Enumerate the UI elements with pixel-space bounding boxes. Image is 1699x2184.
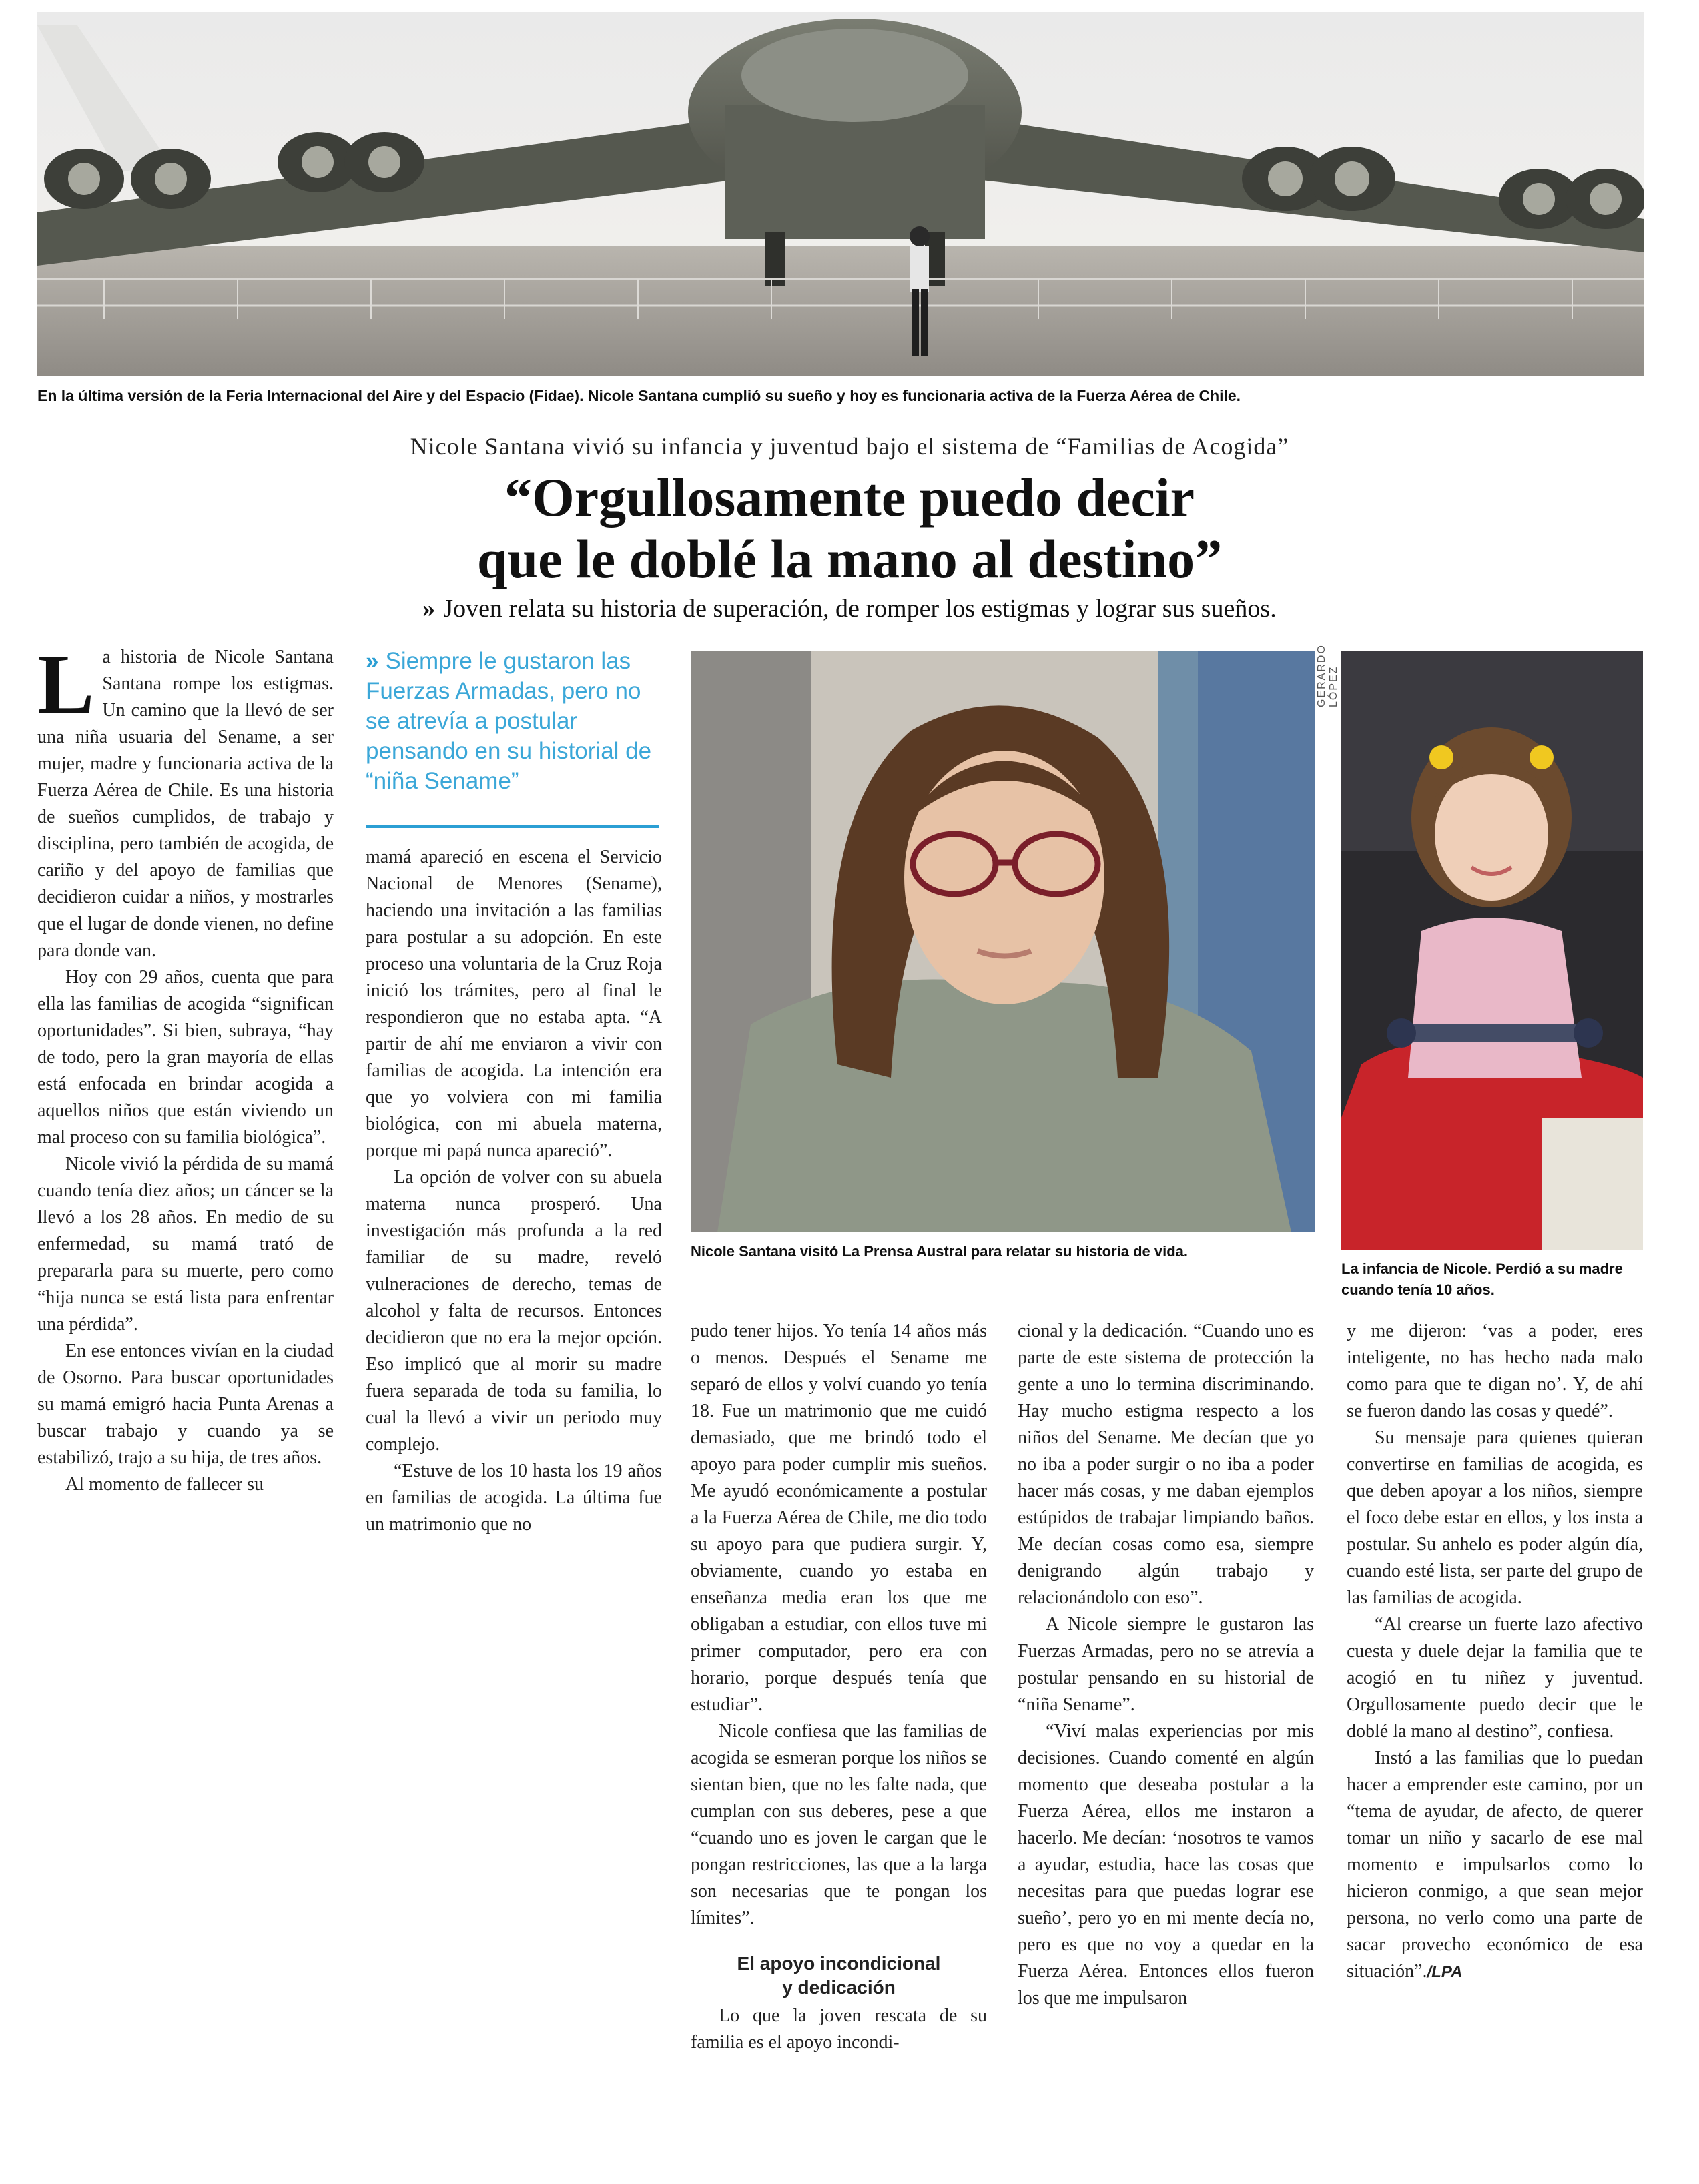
col1-paragraph-5: Al momento de fallecer su — [65, 1474, 264, 1495]
signature: /LPA — [1427, 1963, 1463, 1981]
column-1 — [37, 637, 334, 1498]
photo-credit: GERARDO LÓPEZ — [1316, 644, 1339, 707]
col3-subhead — [691, 1952, 987, 2000]
headline — [0, 467, 1699, 590]
headline-line-1: “Orgullosamente puedo decir — [504, 467, 1195, 528]
top-photo-caption: En la última versión de la Feria Internacional del Aire y del Espacio (Fidae). Nicole Santana cumplió su sueño y hoy es funcionaria activa de la Fuerza Aérea de Chile. — [37, 387, 1241, 404]
col1-paragraph-4: En ese entonces vivían en la ciudad de Osorno. Para buscar oportunidades su mamá emigró hacia Punta Arenas a buscar trabajo y cuando ya se estabilizó, trajo a su hija, de tres años. — [37, 1341, 334, 1468]
col2-paragraph-2: La opción de volver con su abuela materna nunca prosperó. Una investigación más profunda a la red familiar de su madre, reveló vulneraciones de derecho, temas de alcohol y falta de recursos. Entonces decidieron que no era la mejor opción. Eso implicó que al morir su madre fuera separada de toda su familia, lo cual la llevó a vivir un periodo muy complejo. — [366, 1167, 662, 1455]
top-photo — [37, 12, 1644, 376]
headline-line-2: que le doblé la mano al destino” — [476, 528, 1223, 589]
col1-paragraph-1: a historia de Nicole Santana Santana rompe los estigmas. Un camino que la llevó de ser una niña usuaria del Sename, a ser mujer, madre y funcionaria activa de la Fuerza Aérea de Chile. Es una historia de sueños cumplidos, de trabajo y disciplina, pero también de acogida, de cariño y del apoyo de familias que decidieron cuidar a niños, y mostrarles que el lugar de donde vienen, no define para donde van. — [37, 647, 334, 961]
col2-paragraph-3: “Estuve de los 10 hasta los 19 años en familias de acogida. La última fue un matrimonio que no — [366, 1461, 662, 1535]
portrait-photo — [691, 651, 1315, 1232]
col5-paragraph-3: “Al crearse un fuerte lazo afectivo cuesta y duele dejar la familia que te acogió en tu niñez y juventud. Orgullosamente puedo decir que le doblé la mano al destino”, confiesa. — [1347, 1614, 1643, 1742]
col3-subhead-line-1: El apoyo incondicional — [737, 1953, 941, 1974]
drop-cap: L — [37, 637, 95, 731]
col4-paragraph-3: “Viví malas experiencias por mis decisiones. Cuando comenté en algún momento que deseaba postular a la Fuerza Aérea, ellos me instaron a hacerlo. Me decían: ‘nosotros te vamos a ayudar, estudia, hace las cosas que necesitas para que puedas lograr ese sueño’, pero yo en mi mente decía no, pero es que no voy a quedar en la Fuerza Aérea. Entonces ellos fueron los que me impulsaron — [1018, 1721, 1314, 2009]
pull-quote-arrow-icon: » — [366, 648, 379, 674]
deck-text: Joven relata su historia de superación, de romper los estigmas y lograr sus sueños. — [443, 595, 1277, 623]
col3-paragraph-1: pudo tener hijos. Yo tenía 14 años más o menos. Después el Sename me separó de ellos y volví cuando yo tenía 18. Fue un matrimonio que me cuidó demasiado, que me brindó todo el apoyo para poder cumplir mis sueños. Me ayudó económicamente a postular a la Fuerza Aérea de Chile, me dio todo su apoyo para que pudiera surgir. Y, obviamente, cuando yo estaba en enseñanza media eran los que me obligaban a estudiar, con ellos tuve mi primer computador, pero era con horario, porque después tenía que estudiar”. — [691, 1321, 987, 1715]
col3-paragraph-3: Lo que la joven rescata de su familia es el apoyo incondi- — [691, 2005, 987, 2053]
child-caption: La infancia de Nicole. Perdió a su madre cuando tenía 10 años. — [1341, 1260, 1623, 1298]
child-photo — [1341, 651, 1643, 1250]
col1-paragraph-2: Hoy con 29 años, cuenta que para ella las familias de acogida “significan oportunidades”. Si bien, subraya, “hay de todo, pero la gran mayoría de ellas está enfocada en brindar acogida a aquellos niños que están viviendo un mal proceso con su familia biológica”. — [37, 967, 334, 1148]
col5-paragraph-4: Instó a las familias que lo puedan hacer a emprender este camino, por un “tema de ayudar, de afecto, de querer tomar un niño y sacarlo de ese mal momento e impulsarlos como lo hicieron conmigo, a que sean mejor persona, no verlo como una parte de sacar provecho económico de esa situación”. — [1347, 1748, 1643, 1982]
column-3 — [691, 1318, 987, 2056]
deck-arrow-icon: » — [422, 595, 436, 623]
col4-paragraph-1: cional y la dedicación. “Cuando uno es parte de este sistema de protección la gente a uno lo termina discriminando. Hay mucho estigma respecto a los niños del Sename. Me decían que yo no iba a poder surgir o no iba a poder hacer más cosas, y me daban ejemplos estúpidos de trabajar limpiando baños. Me decían cosas como esa, siempre denigrando algún trabajo y relacionándolo con eso”. — [1018, 1321, 1314, 1608]
deck — [0, 594, 1699, 623]
col1-paragraph-3: Nicole vivió la pérdida de su mamá cuando tenía diez años; un cáncer se la llevó a los 28 años. En medio de su enfermedad, su mamá trató de prepararla para su muerte, pero como “hija nunca se está lista para enfrentar una pérdida”. — [37, 1154, 334, 1335]
portrait-caption: Nicole Santana visitó La Prensa Austral para relatar su historia de vida. — [691, 1243, 1188, 1260]
pull-quote-text: Siempre le gustaron las Fuerzas Armadas, pero no se atrevía a postular pensando en su historial de “niña Sename” — [366, 648, 652, 794]
kicker: Nicole Santana vivió su infancia y juventud bajo el sistema de “Familias de Acogida” — [410, 433, 1289, 460]
col4-paragraph-2: A Nicole siempre le gustaron las Fuerzas Armadas, pero no se atrevía a postular pensando en su historial de “niña Sename”. — [1018, 1614, 1314, 1715]
col5-paragraph-1: y me dijeron: ‘vas a poder, eres inteligente, no has hecho nada malo como para que te digan no’. Y, de ahí se fueron dando las cosas y quedé”. — [1347, 1321, 1643, 1421]
col5-paragraph-2: Su mensaje para quienes quieran convertirse en familias de acogida, es que deben apoyar a los niños, siempre el foco debe estar en ellos, y los insta a postular. Su anhelo es poder algún día, cuando esté lista, ser parte del grupo de las familias de acogida. — [1347, 1427, 1643, 1608]
column-5 — [1347, 1318, 1643, 1986]
column-4 — [1018, 1318, 1314, 2012]
col3-paragraph-2: Nicole confiesa que las familias de acogida se esmeran porque los niños se sientan bien, que no les falte nada, que cumplan con sus deberes, pese a que “cuando uno es joven le cargan que le pongan restricciones, las que a la larga son necesarias que te pongan los límites”. — [691, 1721, 987, 1928]
col3-subhead-line-2: y dedicación — [782, 1977, 896, 1998]
column-2 — [366, 844, 662, 1538]
pull-quote — [366, 646, 659, 828]
col2-paragraph-1: mamá apareció en escena el Servicio Nacional de Menores (Sename), haciendo una invitación a las familias para postular a su adopción. En este proceso una voluntaria de la Cruz Roja inició los trámites, pero al final le respondieron que no estaba apta. “A partir de ahí me enviaron a vivir con familias de acogida. La intención era que yo volviera con mi familia biológica, con mi abuela materna, porque mi papá nunca apareció”. — [366, 847, 662, 1161]
